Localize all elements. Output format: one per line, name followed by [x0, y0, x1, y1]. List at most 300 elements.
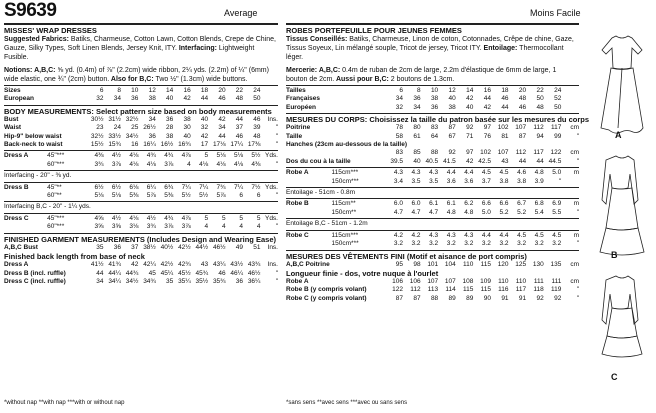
table-cell: 44	[483, 95, 491, 103]
table-cell: 130	[532, 260, 544, 268]
table-cell: 8	[117, 87, 121, 94]
en-rule-yardage	[4, 150, 278, 151]
table-cell: 45¾	[195, 269, 209, 277]
table-cell: 6¼	[146, 183, 156, 191]
pattern-number: S9639	[4, 0, 57, 21]
fr-yardage-row	[286, 169, 579, 177]
table-cell: 15½	[90, 141, 104, 149]
table-cell: 4	[256, 223, 261, 231]
table-cell: 87	[413, 294, 421, 302]
table-cell: 46	[518, 103, 527, 111]
table-cell: 3⅞	[111, 160, 121, 168]
table-cell: 36	[430, 103, 439, 111]
fabric-width: 150cm***	[331, 240, 359, 248]
table-cell: 4.5	[552, 231, 562, 239]
view-label: Robe A	[286, 169, 309, 177]
en-size-row	[4, 87, 278, 95]
table-cell	[561, 87, 579, 95]
table-cell: 38	[448, 103, 456, 111]
table-cell: 46	[218, 269, 226, 277]
table-cell: 41¾	[108, 261, 121, 269]
table-cell: 4.8	[446, 208, 456, 216]
en-back-length-title: Finished back length from base of neck	[4, 252, 145, 262]
table-cell: 4.5	[499, 169, 509, 177]
en-yardage-row	[4, 192, 278, 200]
table-cell: 108	[462, 277, 474, 285]
table-cell: 117	[515, 286, 527, 294]
table-cell: 44¾	[125, 269, 139, 277]
table-cell: 4	[187, 160, 191, 168]
fr-yardage-row	[286, 240, 579, 248]
table-cell: 4	[239, 223, 244, 231]
table-cell: "	[576, 240, 579, 248]
en-finished-row	[4, 261, 278, 269]
table-cell: "	[275, 141, 278, 149]
en-body-title: BODY MEASUREMENTS: Select pattern size based on body measurements	[4, 106, 272, 116]
table-cell: 6.7	[517, 200, 527, 208]
row-label: Sizes	[4, 87, 21, 94]
table-cell: 17¼	[230, 141, 244, 149]
table-cell: 39.5	[390, 157, 403, 165]
table-cell: 30	[183, 124, 191, 132]
table-cell: 42¼	[143, 261, 156, 269]
table-cell: 23	[96, 124, 104, 132]
table-cell: 20	[518, 87, 527, 94]
en-rule-view	[4, 170, 278, 171]
table-cell: 4⅛	[129, 152, 139, 160]
table-cell: "	[576, 157, 579, 165]
table-cell: 3.7	[481, 177, 491, 185]
table-cell: 6½	[94, 183, 104, 191]
table-cell: 3.2	[393, 240, 403, 248]
data-table	[286, 87, 579, 112]
row-label: A,B,C Bust	[4, 243, 38, 251]
table-cell: 3.6	[446, 177, 456, 185]
table-cell: 122	[392, 286, 403, 294]
fr-back-row	[286, 158, 579, 166]
table-cell: m	[573, 231, 579, 239]
table-cell: 3.2	[446, 240, 456, 248]
table-cell: 115	[462, 286, 474, 294]
row-label: Robe B (y compris volant)	[286, 286, 367, 294]
table-cell: 102	[480, 149, 491, 157]
table-cell: 3.2	[534, 240, 544, 248]
table-cell: 44	[218, 132, 226, 140]
fr-finished-row	[286, 295, 579, 303]
table-cell: m	[573, 169, 579, 177]
fabric-width: 60"***	[47, 223, 65, 231]
en-title: MISSES' WRAP DRESSES	[4, 26, 97, 35]
fr-rule-view	[286, 250, 579, 251]
en-yardage-row	[4, 215, 278, 223]
table-cell: 5⅞	[216, 192, 226, 200]
table-cell: 6.6	[481, 200, 491, 208]
table-cell: 42	[483, 103, 491, 111]
table-cell: 3.2	[499, 240, 509, 248]
table-cell: 4.3	[393, 169, 403, 177]
table-cell: 42.5	[478, 157, 491, 165]
en-finished-title: FINISHED GARMENT MEASUREMENTS (Includes Design and Wearing Ease)	[4, 234, 276, 244]
table-cell: 6.1	[446, 200, 456, 208]
view-label	[4, 161, 47, 169]
table-cell: 16	[131, 141, 139, 149]
fr-rule-yardage	[286, 167, 579, 168]
table-cell: 6.1	[429, 200, 439, 208]
table-cell: 102	[497, 124, 509, 132]
table-cell: 44½	[195, 243, 209, 251]
table-cell: 80	[413, 124, 421, 132]
table-cell: 34	[113, 95, 121, 103]
table-cell: 45¼	[160, 269, 174, 277]
en-tables	[4, 85, 278, 286]
en-rule-body	[4, 105, 278, 106]
table-cell: 50	[554, 103, 562, 111]
fr-hip-row	[286, 149, 579, 157]
table-cell: 3.8	[517, 177, 527, 185]
table-cell: Yds.	[264, 214, 278, 222]
table-cell: 125	[515, 260, 527, 268]
table-cell: 43	[501, 157, 509, 165]
table-cell: 42½	[178, 243, 191, 251]
table-cell: 34¾	[143, 277, 156, 285]
table-cell: 43¾	[247, 261, 261, 269]
view-label: Robe C	[286, 231, 309, 239]
fr-body-row	[286, 124, 579, 132]
table-cell: 50	[536, 95, 544, 103]
row-label: Hip-9" below waist	[4, 132, 62, 140]
table-cell: 4.3	[429, 169, 439, 177]
table-cell: 24	[113, 124, 121, 132]
data-table	[286, 169, 579, 186]
table-cell: 67	[448, 132, 456, 140]
table-cell: 4⅜	[94, 152, 104, 160]
table-cell: 35	[166, 277, 174, 285]
table-cell	[260, 95, 278, 103]
table-cell: 4⅜	[251, 160, 261, 168]
table-cell: 32½	[125, 115, 139, 123]
table-cell: 94	[536, 132, 544, 140]
table-cell: 34	[96, 277, 104, 285]
table-cell: 32	[395, 103, 403, 111]
table-cell: 17⅜	[247, 141, 261, 149]
table-cell: 111	[551, 277, 562, 285]
table-cell: 3.2	[552, 240, 562, 248]
table-cell: "	[576, 208, 579, 216]
table-cell: 41.5	[443, 157, 456, 165]
row-label	[286, 149, 385, 157]
table-cell: 5⅜	[164, 192, 174, 200]
table-cell: 7½	[251, 183, 261, 191]
en-interfacing-note: Interfacing - 20" - ⅜ yd.	[4, 172, 72, 180]
table-cell: 49	[235, 243, 244, 251]
fr-body-row	[286, 133, 579, 141]
table-cell: 34¼	[108, 277, 121, 285]
table-cell: 44	[235, 115, 244, 123]
table-cell: "	[275, 192, 278, 200]
table-cell: 122	[550, 149, 562, 157]
table-cell: 64	[430, 132, 439, 140]
table-cell: 120	[497, 260, 509, 268]
table-cell: 3⅞	[164, 223, 174, 231]
table-cell: 5.2	[499, 208, 509, 216]
table-cell: 15¾	[108, 141, 121, 149]
table-cell: "	[576, 294, 579, 302]
en-finished-bust-row	[4, 244, 278, 252]
table-cell: 5	[256, 214, 261, 222]
table-cell: 34½	[125, 277, 139, 285]
data-table	[4, 184, 278, 201]
row-label: A,B,C Poitrine	[286, 260, 330, 268]
table-cell: "	[576, 132, 579, 140]
fr-rule-view	[286, 187, 579, 188]
table-cell: 45	[148, 269, 156, 277]
table-cell: 110	[498, 277, 509, 285]
row-label: Dress A	[4, 261, 29, 269]
fr-back-length-title: Longueur finie - dos, votre nuque à l'ourlet	[286, 268, 439, 278]
fr-rule-sizes	[286, 85, 579, 86]
data-table	[4, 244, 278, 252]
fr-body-title: MESURES DU CORPS: Choisissez la taille du patron basée sur les mesures du corps	[286, 115, 590, 125]
fr-footnote: *sans sens **avec sens ***avec ou sans sens	[286, 400, 408, 406]
table-cell: 46	[235, 132, 244, 140]
table-cell: 85	[413, 149, 421, 157]
table-cell: cm	[570, 124, 579, 132]
fr-finished-bust-row	[286, 261, 579, 269]
table-cell: 42	[200, 132, 209, 140]
table-cell: 101	[427, 260, 439, 268]
table-cell: 26½	[143, 124, 156, 132]
table-cell: 112	[410, 286, 421, 294]
table-cell: "	[275, 132, 278, 140]
table-cell: 38	[183, 115, 191, 123]
table-cell: 4½	[146, 214, 156, 222]
fr-interfacing-note: Entoilage B,C - 51cm - 1.2m	[286, 220, 368, 228]
table-cell: 35½	[195, 277, 209, 285]
table-cell: 78	[395, 124, 403, 132]
table-cell: 4.2	[411, 231, 421, 239]
table-cell: 34	[395, 95, 403, 103]
table-cell: 36	[413, 95, 421, 103]
table-cell: 4.3	[429, 231, 439, 239]
table-cell: 18	[501, 87, 509, 94]
table-cell: 38½	[143, 243, 156, 251]
table-cell: 34	[413, 103, 421, 111]
table-cell: 135	[550, 260, 562, 268]
table-cell: 3¾	[94, 160, 104, 168]
table-cell: 4.8	[464, 208, 474, 216]
table-cell: 5⅛	[216, 152, 226, 160]
table-cell: "	[559, 177, 562, 185]
table-cell: Yds.	[264, 152, 278, 160]
en-finished-row	[4, 278, 278, 286]
table-cell: 3.5	[429, 177, 439, 185]
table-cell: 91	[501, 294, 509, 302]
table-cell: 43¼	[212, 261, 226, 269]
table-cell: 107	[444, 277, 456, 285]
en-rule-view	[4, 233, 278, 234]
table-cell: 32	[96, 95, 104, 103]
row-label: Dos du cou à la taille	[286, 157, 351, 165]
table-cell: 4⅝	[94, 214, 104, 222]
view-label: Dress A	[4, 152, 29, 160]
fr-rule-note	[286, 198, 579, 199]
table-cell: 99	[554, 132, 562, 140]
fabric-width: 45"***	[47, 152, 65, 160]
table-cell: 51	[253, 243, 261, 251]
table-cell: 36	[166, 115, 174, 123]
view-label: Robe B	[286, 200, 309, 208]
table-cell: 3⅝	[94, 223, 104, 231]
table-cell: 6.0	[411, 200, 421, 208]
table-cell: 4⅛	[216, 160, 226, 168]
data-table	[286, 261, 579, 269]
row-label: Back-neck to waist	[4, 141, 63, 149]
table-cell: 4⅛	[129, 214, 139, 222]
row-label: Poitrine	[286, 124, 311, 132]
table-cell: 18	[200, 87, 209, 94]
table-cell: 16¾	[178, 141, 191, 149]
table-cell: 4.8	[534, 169, 544, 177]
fabric-width: 115cm***	[331, 231, 359, 239]
row-label: Dress B (incl. ruffle)	[4, 269, 66, 277]
data-table	[4, 116, 278, 150]
table-cell: 4.4	[499, 231, 509, 239]
table-cell: 40.5	[425, 157, 439, 165]
table-cell: 6	[239, 192, 244, 200]
en-rule-note	[4, 182, 278, 183]
table-cell: 89	[466, 294, 474, 302]
table-cell: 6.6	[499, 200, 509, 208]
table-cell: 6.2	[464, 200, 474, 208]
table-cell: 5½	[251, 152, 261, 160]
view-label	[286, 240, 332, 248]
dress-c-illustration	[602, 276, 642, 357]
table-cell: 46	[501, 95, 509, 103]
table-cell: 104	[444, 260, 456, 268]
table-cell: 87	[448, 124, 456, 132]
table-cell: 36	[235, 277, 244, 285]
fr-size-row	[286, 104, 579, 112]
table-cell: 4.4	[446, 169, 456, 177]
table-cell: 3¾	[146, 223, 156, 231]
fr-yardage-row	[286, 178, 579, 186]
table-cell: 34½	[125, 132, 139, 140]
table-cell: 3⅞	[164, 160, 174, 168]
table-cell: 6.0	[393, 200, 403, 208]
table-cell: 92	[466, 124, 474, 132]
table-cell: 5.0	[481, 208, 491, 216]
table-cell: 91	[518, 294, 527, 302]
table-cell: 37	[235, 124, 244, 132]
table-cell: 40	[200, 115, 209, 123]
table-cell: 118	[533, 286, 544, 294]
fr-rule-note	[286, 230, 579, 231]
en-interfacing-note: Interfacing B,C - 20" - 1¼ yds.	[4, 203, 91, 211]
fr-yardage-row	[286, 232, 579, 240]
table-cell: 40	[448, 95, 456, 103]
table-cell: 5⅛	[94, 192, 104, 200]
en-rule-view	[4, 201, 278, 202]
table-cell: 7¼	[181, 183, 191, 191]
table-cell: 8	[416, 87, 421, 94]
table-cell: 38	[148, 95, 156, 103]
table-cell: 4⅛	[146, 160, 156, 168]
en-yardage-row	[4, 152, 278, 160]
table-cell: "	[275, 277, 278, 285]
table-cell: 37	[131, 243, 139, 251]
table-cell: 6	[256, 192, 261, 200]
table-cell: 4½	[111, 152, 121, 160]
table-cell: 4	[204, 223, 209, 231]
table-cell: 44.5	[548, 157, 562, 165]
fabric-width: 60"***	[47, 160, 65, 168]
table-cell: 95	[395, 260, 403, 268]
table-cell: 4¾	[164, 152, 174, 160]
table-cell: 31½	[108, 115, 121, 123]
table-cell: 3.2	[464, 240, 474, 248]
table-cell: 3.2	[517, 240, 527, 248]
fr-fabrics: Tissus Conseillés: Batiks, Charmeuse, Linon de coton, Cotonnades, Crêpe de chine, Gaze, Tissus Soyeux, Lin mélangé souple, Tricot de jersey, Tricot ITY. Entoilage: Thermocollant léger.	[286, 36, 574, 61]
table-cell: 5	[204, 152, 209, 160]
en-finished-row	[4, 270, 278, 278]
en-rule-note	[4, 213, 278, 214]
table-cell	[561, 95, 579, 103]
table-cell: 12	[148, 87, 156, 94]
table-cell: 24	[253, 87, 261, 94]
data-table	[286, 200, 579, 217]
table-cell: 42	[131, 261, 139, 269]
table-cell: 35¼	[178, 277, 191, 285]
table-cell: 88	[430, 149, 439, 157]
table-cell: 97	[483, 124, 491, 132]
table-cell: 50	[253, 95, 261, 103]
fr-tables	[286, 85, 590, 303]
fr-size-row	[286, 95, 579, 103]
fr-size-row	[286, 87, 579, 95]
table-cell: 10	[430, 87, 439, 94]
table-cell: 4.3	[464, 231, 474, 239]
table-cell: 76	[483, 132, 491, 140]
row-label: Tailles	[286, 87, 306, 94]
view-label: Dress B	[4, 183, 29, 191]
table-cell: 40	[166, 95, 174, 103]
table-cell: 4.4	[464, 169, 474, 177]
table-cell: 52	[554, 95, 562, 103]
figure-label-a: A	[615, 130, 622, 140]
fr-rule-body	[286, 113, 579, 114]
fr-hip-label-row	[286, 141, 579, 149]
table-cell: Ins.	[267, 261, 278, 269]
table-cell: 87	[395, 294, 403, 302]
fr-notions: Mercerie: A,B,C: 0.4m de ruban de 2cm de large, 2.2m d'élastique de 6mm de large, 1 bouton de 2cm. Aussi pour B,C: 2 boutons de 1.3cm.	[286, 67, 557, 83]
table-cell: 3.8	[499, 177, 509, 185]
table-cell: 4¾	[146, 152, 156, 160]
table-cell: 6	[399, 87, 403, 94]
table-cell: 5⅞	[146, 192, 156, 200]
table-cell: 110	[462, 260, 474, 268]
table-cell: 107	[515, 124, 527, 132]
table-cell: 42	[466, 95, 474, 103]
table-cell: 42¾	[178, 261, 191, 269]
en-footnote: *without nap **with nap ***with or without nap	[4, 400, 125, 406]
table-cell: 3.2	[411, 240, 421, 248]
table-cell: 25	[131, 124, 139, 132]
fr-yardage-row	[286, 209, 579, 217]
table-cell: 46½	[247, 269, 261, 277]
en-yardage-row	[4, 161, 278, 169]
fabric-width: 150cm**	[331, 208, 357, 216]
table-cell: 5½	[199, 192, 209, 200]
